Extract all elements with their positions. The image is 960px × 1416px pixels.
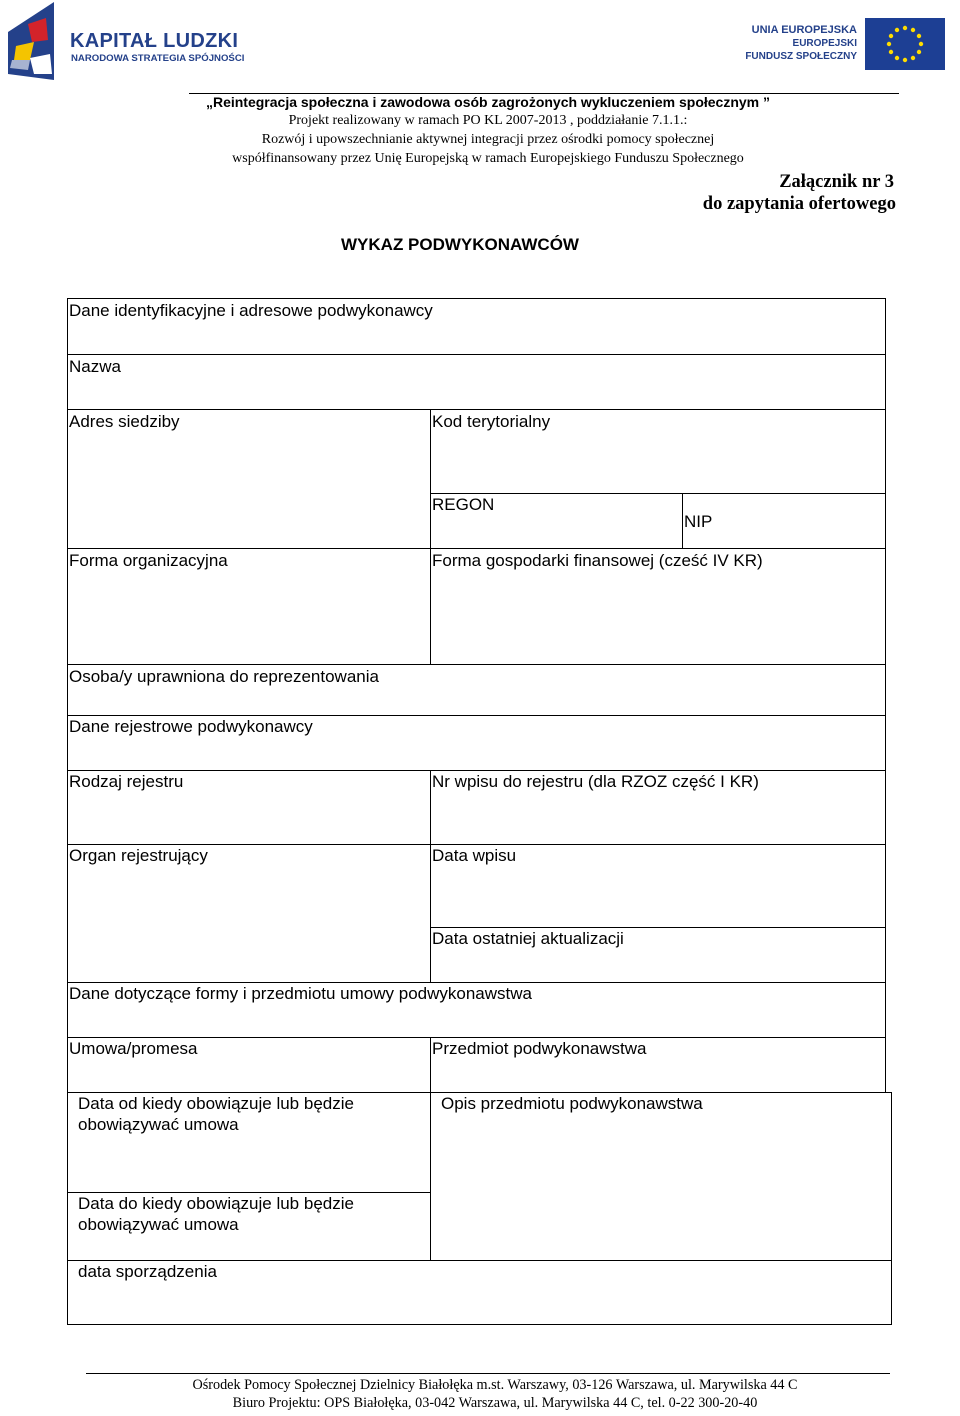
entry-date-label: Data wpisu bbox=[432, 846, 517, 865]
description-cell[interactable] bbox=[430, 1092, 892, 1261]
eu-logo-line1: UNIA EUROPEJSKA bbox=[751, 24, 857, 36]
date-to-label: Data do kiedy obowiązuje lub będzie obowiązywać umowa bbox=[78, 1194, 354, 1234]
address-label: Adres siedziby bbox=[69, 412, 180, 431]
regon-label: REGON bbox=[432, 495, 495, 514]
eu-logo-line2: EUROPEJSKI bbox=[792, 38, 857, 49]
eu-efs-logo bbox=[745, 16, 947, 72]
project-title: „Reintegracja społeczna i zawodowa osób zagrożonych wykluczeniem społecznym ” bbox=[205, 94, 771, 110]
contract-promise-label: Umowa/promesa bbox=[69, 1039, 198, 1058]
registry-section-label: Dane rejestrowe podwykonawcy bbox=[69, 717, 313, 736]
description-label: Opis przedmiotu podwykonawstwa bbox=[441, 1094, 703, 1113]
representatives-label: Osoba/y uprawniona do reprezentowania bbox=[69, 667, 379, 686]
eu-logo-line3: FUNDUSZ SPOŁECZNY bbox=[745, 51, 857, 62]
financial-form-label: Forma gospodarki finansowej (cześć IV KR) bbox=[432, 551, 763, 570]
registering-authority-label: Organ rejestrujący bbox=[69, 846, 208, 865]
kapital-ludzki-emblem-icon bbox=[6, 2, 58, 82]
kapital-ludzki-title: KAPITAŁ LUDZKI bbox=[70, 30, 239, 52]
registry-type-label: Rodzaj rejestru bbox=[69, 772, 184, 791]
name-label: Nazwa bbox=[69, 357, 121, 376]
date-from-label: Data od kiedy obowiązuje lub będzie obowiązywać umowa bbox=[78, 1094, 354, 1134]
subject-label: Przedmiot podwykonawstwa bbox=[432, 1039, 647, 1058]
territorial-code-label: Kod terytorialny bbox=[432, 412, 551, 431]
kapital-ludzki-subtitle: NARODOWA STRATEGIA SPÓJNOŚCI bbox=[71, 53, 245, 64]
project-funding-line: współfinansowany przez Unię Europejską w ramach Europejskiego Funduszu Społecznego bbox=[232, 151, 744, 166]
last-update-label: Data ostatniej aktualizacji bbox=[432, 929, 624, 948]
document-title: WYKAZ PODWYKONAWCÓW bbox=[341, 235, 579, 254]
footer-contact-line: Biuro Projektu: OPS Białołęka, 03-042 Warszawa, ul. Marywilska 44 C, tel. 0-22 300-20-40 bbox=[232, 1395, 758, 1411]
annex-number: Załącznik nr 3 bbox=[779, 172, 894, 192]
project-program-line: Projekt realizowany w ramach PO KL 2007-2013 , poddziałanie 7.1.1.: bbox=[288, 113, 688, 128]
nip-label: NIP bbox=[684, 512, 713, 531]
prepared-date-label: data sporządzenia bbox=[78, 1262, 217, 1281]
eu-flag-icon bbox=[865, 18, 945, 70]
footer-divider bbox=[86, 1373, 890, 1374]
kapital-ludzki-logo bbox=[6, 2, 256, 82]
nip-cell[interactable] bbox=[682, 493, 886, 549]
organizational-form-label: Forma organizacyjna bbox=[69, 551, 228, 570]
contract-section-label: Dane dotyczące formy i przedmiotu umowy podwykonawstwa bbox=[69, 984, 532, 1003]
annex-subtitle: do zapytania ofertowego bbox=[702, 194, 896, 214]
footer-address-line: Ośrodek Pomocy Społecznej Dzielnicy Białołęka m.st. Warszawy, 03-126 Warszawa, ul. Marywilska 44 C bbox=[192, 1377, 798, 1393]
registry-number-label: Nr wpisu do rejestru (dla RZOZ część I KR) bbox=[432, 772, 759, 791]
identification-section-label: Dane identyfikacyjne i adresowe podwykonawcy bbox=[69, 301, 433, 320]
project-measure-line: Rozwój i upowszechnianie aktywnej integracji przez ośrodki pomocy społecznej bbox=[261, 132, 715, 147]
name-cell[interactable] bbox=[67, 354, 886, 410]
